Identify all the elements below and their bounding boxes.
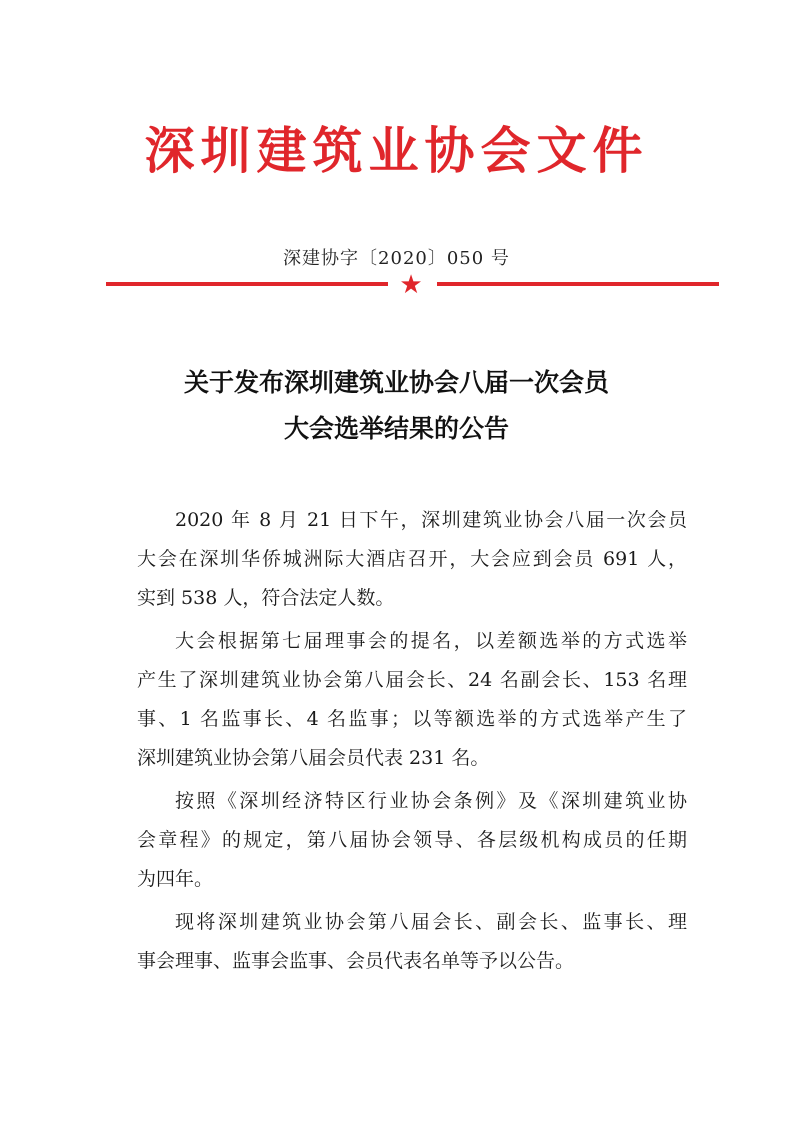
notice-body <box>137 501 687 981</box>
paragraph-line: 2020 年 8 月 21 日下午，深圳建筑业协会八届一次会员 <box>175 509 687 531</box>
notice-title-line-1: 关于发布深圳建筑业协会八届一次会员 <box>183 368 609 397</box>
paragraph-line: 深圳建筑业协会第八届会员代表 231 名。 <box>137 747 490 769</box>
paragraph-4 <box>137 903 687 981</box>
divider-right <box>437 282 719 286</box>
paragraph-line: 会章程》的规定，第八届协会领导、各层级机构成员的任期 <box>137 829 687 851</box>
divider-left <box>106 282 388 286</box>
paragraph-line: 现将深圳建筑业协会第八届会长、副会长、监事长、理 <box>175 911 687 933</box>
masthead-title: 深圳建筑业协会文件 <box>144 121 649 180</box>
paragraph-2 <box>137 622 687 778</box>
paragraph-line: 产生了深圳建筑业协会第八届会长、24 名副会长、153 名理 <box>137 669 687 691</box>
paragraph-line: 实到 538 人，符合法定人数。 <box>137 587 395 609</box>
paragraph-line: 事会理事、监事会监事、会员代表名单等予以公告。 <box>137 950 575 972</box>
paragraph-3 <box>137 782 687 899</box>
document-number: 深建协字〔2020〕050 号 <box>283 248 510 269</box>
notice-title-line-2: 大会选举结果的公告 <box>283 414 509 443</box>
paragraph-line: 为四年。 <box>137 868 214 890</box>
paragraph-line: 事、1 名监事长、4 名监事；以等额选举的方式选举产生了 <box>137 708 687 730</box>
star-icon: ★ <box>399 270 423 300</box>
paragraph-line: 按照《深圳经济特区行业协会条例》及《深圳建筑业协 <box>175 790 687 812</box>
paragraph-line: 大会根据第七届理事会的提名，以差额选举的方式选举 <box>175 630 687 652</box>
paragraph-1 <box>137 501 687 618</box>
paragraph-line: 大会在深圳华侨城洲际大酒店召开，大会应到会员 691 人， <box>137 548 687 570</box>
